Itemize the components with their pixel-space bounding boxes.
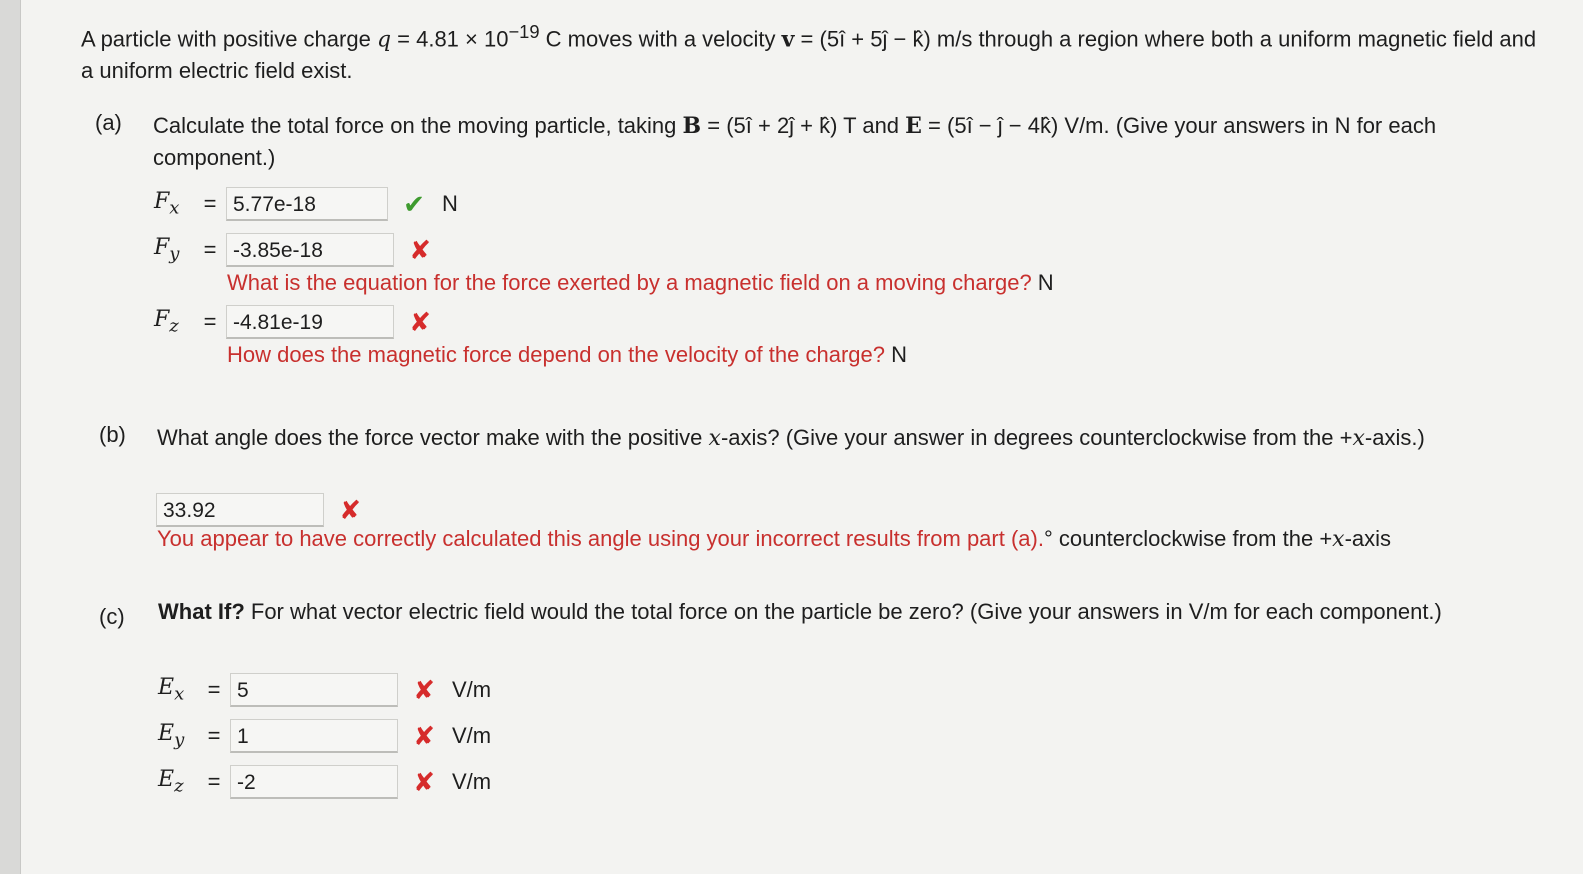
angle-answer-input[interactable]: 33.92 — [156, 493, 324, 527]
equals-sign: = — [207, 677, 221, 702]
variable-label: $F_z$ — [154, 307, 179, 337]
fz-answer-input[interactable]: -4.81e-19 — [226, 305, 394, 339]
variable-label: $E_x$ — [158, 675, 185, 705]
feedback-fy — [227, 270, 1054, 296]
question-text: What angle does the force vector make with the positive — [157, 425, 709, 450]
problem-intro — [81, 16, 1541, 86]
cross-icon: ✘ — [339, 494, 361, 525]
intro-text: A particle with positive charge — [81, 26, 377, 52]
fx-answer-input[interactable]: 5.77e-18 — [226, 187, 388, 221]
unit-label: V/m — [452, 769, 492, 794]
feedback-angle — [157, 526, 1557, 552]
cross-icon: ✘ — [413, 720, 435, 751]
intro-text: C moves with a velocity — [539, 26, 782, 52]
what-if-label: What If? — [158, 599, 245, 624]
answer-row-ez — [158, 762, 491, 802]
unit-label: ° counterclockwise from the + — [1043, 526, 1333, 551]
answer-row-ey — [158, 716, 491, 756]
variable-label: $F_y$ — [154, 235, 180, 265]
exponent: −19 — [508, 21, 540, 42]
part-b-question — [157, 422, 1497, 454]
part-a-question — [153, 110, 1523, 173]
checkmark-icon: ✔ — [403, 188, 425, 219]
cross-icon: ✘ — [413, 766, 435, 797]
feedback-text: What is the equation for the force exerted by a magnetic field on a moving charge? — [227, 270, 1032, 295]
cross-icon: ✘ — [409, 306, 431, 337]
equals-sign: = — [203, 237, 217, 262]
x-symbol: x — [708, 426, 721, 451]
cross-icon: ✘ — [409, 234, 431, 265]
ez-answer-input[interactable]: -2 — [230, 765, 398, 799]
answer-row-angle — [156, 490, 368, 530]
feedback-fz — [227, 342, 907, 368]
question-text: For what vector electric field would the total force on the particle be zero? (Give your answers in V/m for each component.) — [244, 599, 1442, 624]
ey-answer-input[interactable]: 1 — [230, 719, 398, 753]
part-b-letter: (b) — [99, 422, 126, 447]
unit-label: N — [442, 191, 458, 216]
equals-sign: = — [207, 723, 221, 748]
equals-sign: = — [203, 309, 217, 334]
question-text: Calculate the total force on the moving particle, taking — [153, 113, 683, 138]
unit-label: -axis — [1344, 526, 1392, 551]
part-a-letter: (a) — [95, 110, 122, 135]
x-symbol: x — [1352, 426, 1365, 451]
charge-symbol: q — [376, 27, 392, 53]
intro-text: = 4.81 × 10 — [391, 26, 509, 52]
part-c-letter: (c) — [99, 604, 125, 629]
answer-row-ex — [158, 670, 491, 710]
variable-label: $E_y$ — [158, 721, 185, 751]
question-text: -axis.) — [1364, 425, 1425, 450]
answer-row-fx — [154, 184, 458, 224]
velocity-vector-symbol: v — [781, 26, 795, 53]
answer-row-fy — [154, 230, 438, 270]
unit-label: V/m — [452, 723, 492, 748]
b-field-symbol: B — [682, 113, 702, 139]
variable-label: $E_z$ — [158, 767, 184, 797]
intro-text: = (5î + 5ĵ − k̂) m/s through a region where both a uniform magnetic field and a uniform electric field exist. — [81, 26, 1537, 84]
unit-label: N — [884, 342, 907, 367]
ex-answer-input[interactable]: 5 — [230, 673, 398, 707]
feedback-text: You appear to have correctly calculated this angle using your incorrect results from part (a). — [157, 526, 1044, 551]
question-text: -axis? (Give your answer in degrees counterclockwise from the + — [720, 425, 1353, 450]
part-c-question — [158, 596, 1458, 627]
answer-row-fz — [154, 302, 438, 342]
fy-answer-input[interactable]: -3.85e-18 — [226, 233, 394, 267]
equals-sign: = — [207, 769, 221, 794]
unit-label: V/m — [452, 677, 492, 702]
unit-label: N — [1031, 270, 1054, 295]
e-field-symbol: E — [905, 113, 922, 139]
question-text: = (5î + 2ĵ + k̂) T and — [701, 113, 906, 138]
variable-label: $F_x$ — [154, 189, 180, 219]
equals-sign: = — [203, 191, 217, 216]
cross-icon: ✘ — [413, 674, 435, 705]
question-text: = (5î − ĵ − 4k̂) V/m. (Give your answers in N for each component.) — [153, 113, 1437, 170]
problem-sheet — [20, 0, 1583, 874]
x-symbol: x — [1332, 527, 1345, 552]
feedback-text: How does the magnetic force depend on the velocity of the charge? — [227, 342, 885, 367]
